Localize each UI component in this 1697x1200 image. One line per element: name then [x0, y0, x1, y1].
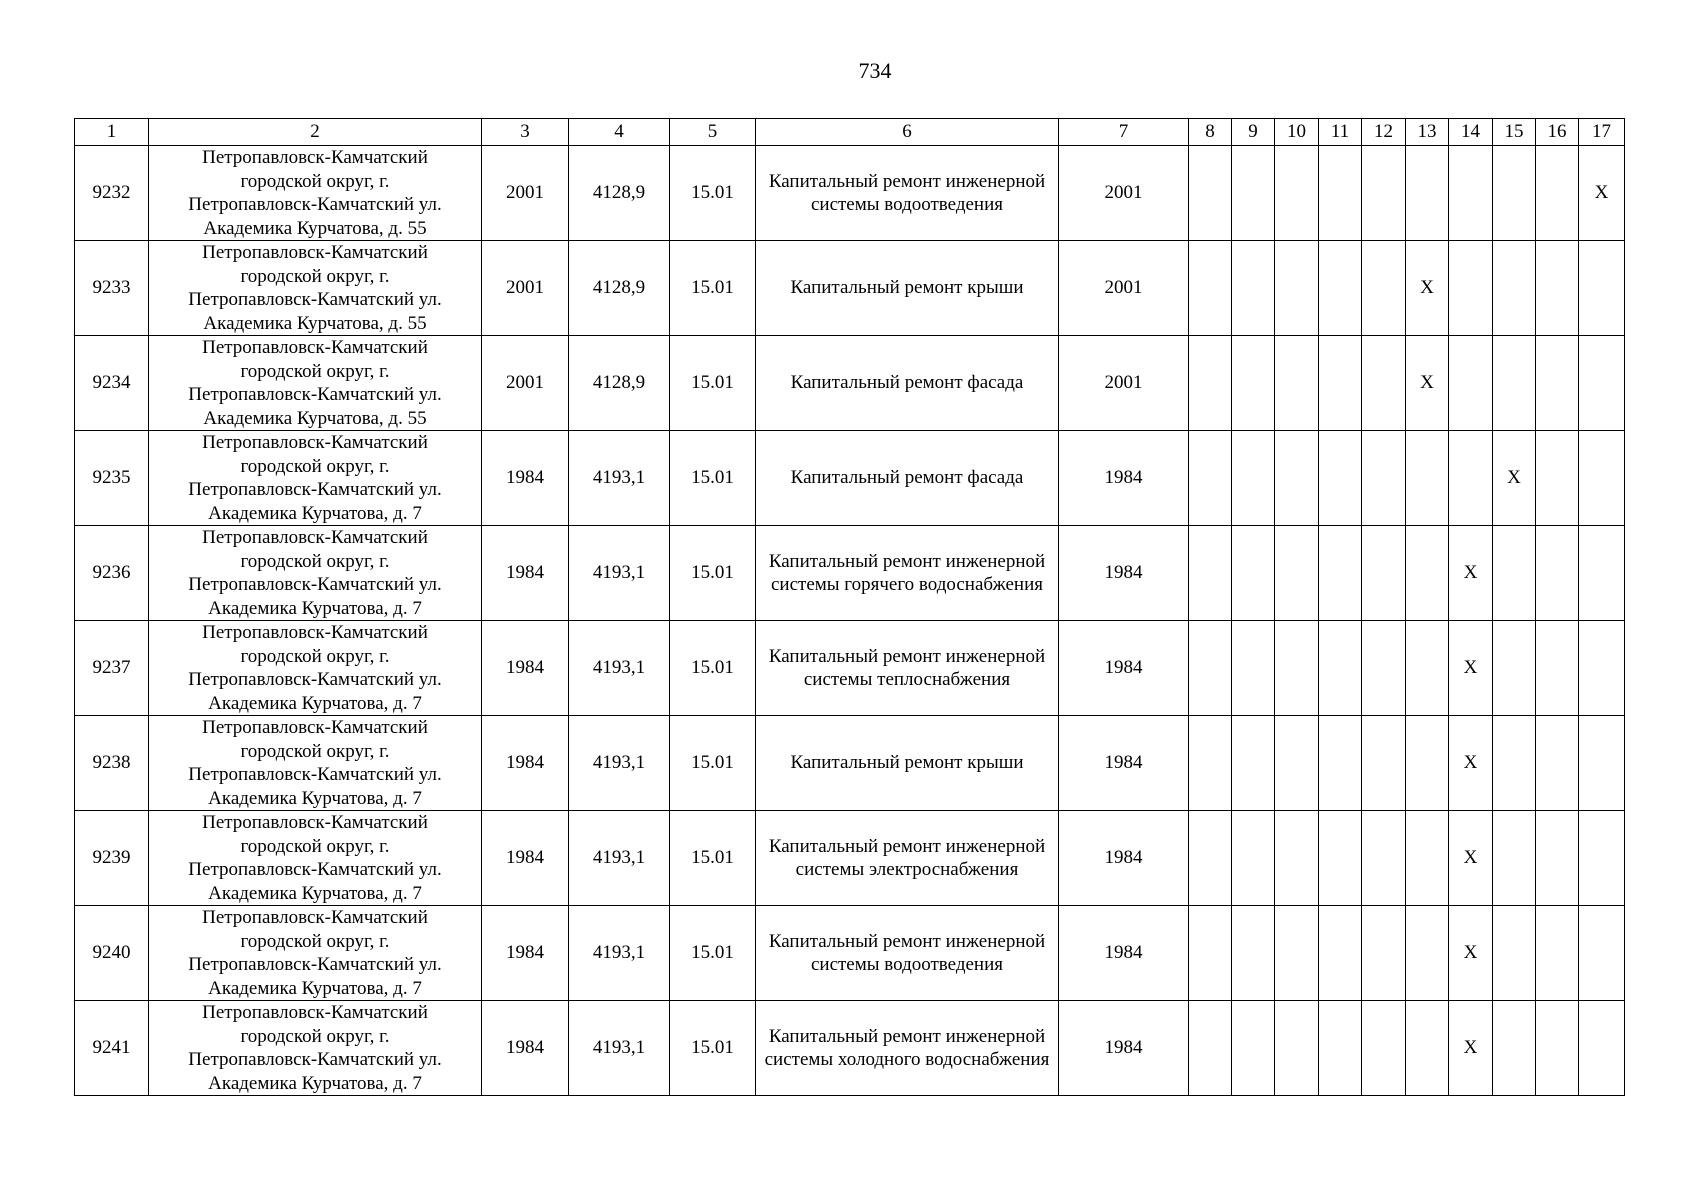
mark-cell-col-13 [1406, 431, 1449, 526]
mark-cell-col-13 [1406, 526, 1449, 621]
year-cell: 1984 [1059, 1001, 1189, 1096]
table-row [75, 241, 1625, 336]
area-cell: 4193,1 [569, 906, 670, 1001]
code-cell: 15.01 [670, 716, 756, 811]
mark-cell-col-13 [1406, 716, 1449, 811]
mark-cell-col-13: X [1406, 336, 1449, 431]
mark-cell-col-16 [1536, 1001, 1579, 1096]
area-cell: 4128,9 [569, 146, 670, 241]
mark-cell-col-10 [1275, 811, 1319, 906]
column-header-8: 8 [1189, 119, 1232, 146]
mark-cell-col-15 [1493, 811, 1536, 906]
code-cell: 15.01 [670, 526, 756, 621]
year-cell: 1984 [1059, 811, 1189, 906]
mark-cell-col-14 [1449, 241, 1493, 336]
mark-cell-col-12 [1362, 526, 1406, 621]
year-built-cell: 1984 [482, 621, 569, 716]
year-cell: 1984 [1059, 621, 1189, 716]
record-number-cell: 9238 [75, 716, 149, 811]
header-row [75, 119, 1625, 146]
mark-cell-col-15 [1493, 906, 1536, 1001]
table-body [75, 146, 1625, 1096]
mark-cell-col-17 [1579, 526, 1625, 621]
mark-cell-col-12 [1362, 146, 1406, 241]
mark-cell-col-11 [1319, 906, 1362, 1001]
mark-cell-col-12 [1362, 336, 1406, 431]
mark-cell-col-15 [1493, 1001, 1536, 1096]
mark-cell-col-11 [1319, 146, 1362, 241]
mark-cell-col-9 [1232, 146, 1275, 241]
year-cell: 1984 [1059, 716, 1189, 811]
mark-cell-col-12 [1362, 906, 1406, 1001]
mark-cell-col-10 [1275, 336, 1319, 431]
address-cell: Петропавловск-Камчатский городской округ, г. Петропавловск-Камчатский ул. Академика Курчатова, д. 7 [149, 431, 482, 526]
work-type-cell: Капитальный ремонт инженерной системы электроснабжения [756, 811, 1059, 906]
column-header-16: 16 [1536, 119, 1579, 146]
area-cell: 4128,9 [569, 336, 670, 431]
code-cell: 15.01 [670, 336, 756, 431]
table-row [75, 526, 1625, 621]
record-number-cell: 9232 [75, 146, 149, 241]
mark-cell-col-17 [1579, 621, 1625, 716]
mark-cell-col-12 [1362, 431, 1406, 526]
column-header-6: 6 [756, 119, 1059, 146]
work-type-cell: Капитальный ремонт фасада [756, 336, 1059, 431]
code-cell: 15.01 [670, 431, 756, 526]
mark-cell-col-11 [1319, 336, 1362, 431]
code-cell: 15.01 [670, 811, 756, 906]
capital-repair-table [74, 118, 1625, 1096]
mark-cell-col-14 [1449, 431, 1493, 526]
record-number-cell: 9234 [75, 336, 149, 431]
mark-cell-col-10 [1275, 431, 1319, 526]
address-cell: Петропавловск-Камчатский городской округ, г. Петропавловск-Камчатский ул. Академика Курчатова, д. 7 [149, 526, 482, 621]
year-built-cell: 1984 [482, 1001, 569, 1096]
column-header-15: 15 [1493, 119, 1536, 146]
mark-cell-col-17 [1579, 1001, 1625, 1096]
address-cell: Петропавловск-Камчатский городской округ, г. Петропавловск-Камчатский ул. Академика Курчатова, д. 7 [149, 811, 482, 906]
table-row [75, 146, 1625, 241]
mark-cell-col-17 [1579, 241, 1625, 336]
mark-cell-col-10 [1275, 906, 1319, 1001]
column-header-14: 14 [1449, 119, 1493, 146]
address-cell: Петропавловск-Камчатский городской округ, г. Петропавловск-Камчатский ул. Академика Курчатова, д. 55 [149, 241, 482, 336]
area-cell: 4193,1 [569, 431, 670, 526]
year-built-cell: 1984 [482, 716, 569, 811]
table-row [75, 716, 1625, 811]
mark-cell-col-14: X [1449, 906, 1493, 1001]
table-row [75, 621, 1625, 716]
mark-cell-col-15 [1493, 526, 1536, 621]
mark-cell-col-16 [1536, 336, 1579, 431]
mark-cell-col-15: X [1493, 431, 1536, 526]
work-type-cell: Капитальный ремонт крыши [756, 241, 1059, 336]
year-cell: 1984 [1059, 906, 1189, 1001]
mark-cell-col-11 [1319, 526, 1362, 621]
mark-cell-col-14 [1449, 336, 1493, 431]
work-type-cell: Капитальный ремонт инженерной системы холодного водоснабжения [756, 1001, 1059, 1096]
column-header-5: 5 [670, 119, 756, 146]
mark-cell-col-13 [1406, 146, 1449, 241]
mark-cell-col-10 [1275, 146, 1319, 241]
mark-cell-col-8 [1189, 621, 1232, 716]
mark-cell-col-8 [1189, 716, 1232, 811]
mark-cell-col-11 [1319, 716, 1362, 811]
mark-cell-col-10 [1275, 1001, 1319, 1096]
mark-cell-col-17 [1579, 906, 1625, 1001]
mark-cell-col-11 [1319, 811, 1362, 906]
mark-cell-col-9 [1232, 716, 1275, 811]
mark-cell-col-9 [1232, 811, 1275, 906]
mark-cell-col-12 [1362, 716, 1406, 811]
column-header-12: 12 [1362, 119, 1406, 146]
mark-cell-col-12 [1362, 241, 1406, 336]
column-header-10: 10 [1275, 119, 1319, 146]
address-cell: Петропавловск-Камчатский городской округ, г. Петропавловск-Камчатский ул. Академика Курчатова, д. 7 [149, 1001, 482, 1096]
mark-cell-col-8 [1189, 811, 1232, 906]
work-type-cell: Капитальный ремонт инженерной системы водоотведения [756, 906, 1059, 1001]
work-type-cell: Капитальный ремонт инженерной системы водоотведения [756, 146, 1059, 241]
area-cell: 4193,1 [569, 811, 670, 906]
mark-cell-col-12 [1362, 811, 1406, 906]
mark-cell-col-14: X [1449, 716, 1493, 811]
year-cell: 2001 [1059, 146, 1189, 241]
mark-cell-col-14: X [1449, 811, 1493, 906]
year-cell: 2001 [1059, 336, 1189, 431]
table-row [75, 1001, 1625, 1096]
area-cell: 4193,1 [569, 526, 670, 621]
mark-cell-col-8 [1189, 146, 1232, 241]
mark-cell-col-16 [1536, 526, 1579, 621]
column-header-7: 7 [1059, 119, 1189, 146]
mark-cell-col-16 [1536, 906, 1579, 1001]
work-type-cell: Капитальный ремонт инженерной системы теплоснабжения [756, 621, 1059, 716]
code-cell: 15.01 [670, 1001, 756, 1096]
mark-cell-col-8 [1189, 241, 1232, 336]
year-built-cell: 1984 [482, 811, 569, 906]
mark-cell-col-16 [1536, 716, 1579, 811]
year-built-cell: 1984 [482, 526, 569, 621]
record-number-cell: 9241 [75, 1001, 149, 1096]
mark-cell-col-8 [1189, 906, 1232, 1001]
table-row [75, 906, 1625, 1001]
mark-cell-col-15 [1493, 241, 1536, 336]
mark-cell-col-14: X [1449, 621, 1493, 716]
column-header-2: 2 [149, 119, 482, 146]
record-number-cell: 9237 [75, 621, 149, 716]
year-built-cell: 1984 [482, 906, 569, 1001]
work-type-cell: Капитальный ремонт фасада [756, 431, 1059, 526]
mark-cell-col-8 [1189, 431, 1232, 526]
mark-cell-col-13: X [1406, 241, 1449, 336]
column-header-13: 13 [1406, 119, 1449, 146]
mark-cell-col-9 [1232, 526, 1275, 621]
mark-cell-col-16 [1536, 431, 1579, 526]
code-cell: 15.01 [670, 906, 756, 1001]
record-number-cell: 9235 [75, 431, 149, 526]
mark-cell-col-10 [1275, 716, 1319, 811]
year-built-cell: 1984 [482, 431, 569, 526]
address-cell: Петропавловск-Камчатский городской округ, г. Петропавловск-Камчатский ул. Академика Курчатова, д. 55 [149, 146, 482, 241]
area-cell: 4128,9 [569, 241, 670, 336]
area-cell: 4193,1 [569, 1001, 670, 1096]
mark-cell-col-17 [1579, 716, 1625, 811]
mark-cell-col-9 [1232, 431, 1275, 526]
mark-cell-col-9 [1232, 1001, 1275, 1096]
record-number-cell: 9239 [75, 811, 149, 906]
page-number: 734 [858, 58, 892, 83]
year-built-cell: 2001 [482, 241, 569, 336]
mark-cell-col-17 [1579, 336, 1625, 431]
mark-cell-col-14: X [1449, 1001, 1493, 1096]
year-cell: 1984 [1059, 431, 1189, 526]
column-header-11: 11 [1319, 119, 1362, 146]
mark-cell-col-13 [1406, 906, 1449, 1001]
mark-cell-col-9 [1232, 906, 1275, 1001]
mark-cell-col-11 [1319, 431, 1362, 526]
mark-cell-col-13 [1406, 811, 1449, 906]
address-cell: Петропавловск-Камчатский городской округ, г. Петропавловск-Камчатский ул. Академика Курчатова, д. 7 [149, 906, 482, 1001]
address-cell: Петропавловск-Камчатский городской округ, г. Петропавловск-Камчатский ул. Академика Курчатова, д. 7 [149, 716, 482, 811]
mark-cell-col-16 [1536, 621, 1579, 716]
column-header-17: 17 [1579, 119, 1625, 146]
mark-cell-col-12 [1362, 1001, 1406, 1096]
year-built-cell: 2001 [482, 146, 569, 241]
mark-cell-col-11 [1319, 621, 1362, 716]
mark-cell-col-17 [1579, 431, 1625, 526]
record-number-cell: 9236 [75, 526, 149, 621]
mark-cell-col-10 [1275, 241, 1319, 336]
mark-cell-col-17 [1579, 811, 1625, 906]
mark-cell-col-13 [1406, 621, 1449, 716]
table-row [75, 811, 1625, 906]
mark-cell-col-13 [1406, 1001, 1449, 1096]
year-cell: 1984 [1059, 526, 1189, 621]
mark-cell-col-12 [1362, 621, 1406, 716]
mark-cell-col-11 [1319, 1001, 1362, 1096]
record-number-cell: 9240 [75, 906, 149, 1001]
mark-cell-col-15 [1493, 146, 1536, 241]
table-row [75, 336, 1625, 431]
mark-cell-col-9 [1232, 621, 1275, 716]
mark-cell-col-15 [1493, 336, 1536, 431]
mark-cell-col-14: X [1449, 526, 1493, 621]
code-cell: 15.01 [670, 621, 756, 716]
year-built-cell: 2001 [482, 336, 569, 431]
table-row [75, 431, 1625, 526]
mark-cell-col-16 [1536, 241, 1579, 336]
mark-cell-col-8 [1189, 336, 1232, 431]
address-cell: Петропавловск-Камчатский городской округ, г. Петропавловск-Камчатский ул. Академика Курчатова, д. 7 [149, 621, 482, 716]
mark-cell-col-9 [1232, 336, 1275, 431]
mark-cell-col-9 [1232, 241, 1275, 336]
mark-cell-col-8 [1189, 1001, 1232, 1096]
mark-cell-col-16 [1536, 146, 1579, 241]
address-cell: Петропавловск-Камчатский городской округ, г. Петропавловск-Камчатский ул. Академика Курчатова, д. 55 [149, 336, 482, 431]
work-type-cell: Капитальный ремонт инженерной системы горячего водоснабжения [756, 526, 1059, 621]
mark-cell-col-10 [1275, 526, 1319, 621]
mark-cell-col-10 [1275, 621, 1319, 716]
record-number-cell: 9233 [75, 241, 149, 336]
mark-cell-col-15 [1493, 716, 1536, 811]
mark-cell-col-17: X [1579, 146, 1625, 241]
column-header-1: 1 [75, 119, 149, 146]
mark-cell-col-15 [1493, 621, 1536, 716]
column-header-9: 9 [1232, 119, 1275, 146]
area-cell: 4193,1 [569, 716, 670, 811]
code-cell: 15.01 [670, 146, 756, 241]
mark-cell-col-11 [1319, 241, 1362, 336]
code-cell: 15.01 [670, 241, 756, 336]
column-header-4: 4 [569, 119, 670, 146]
area-cell: 4193,1 [569, 621, 670, 716]
mark-cell-col-8 [1189, 526, 1232, 621]
column-header-3: 3 [482, 119, 569, 146]
work-type-cell: Капитальный ремонт крыши [756, 716, 1059, 811]
year-cell: 2001 [1059, 241, 1189, 336]
mark-cell-col-14 [1449, 146, 1493, 241]
mark-cell-col-16 [1536, 811, 1579, 906]
